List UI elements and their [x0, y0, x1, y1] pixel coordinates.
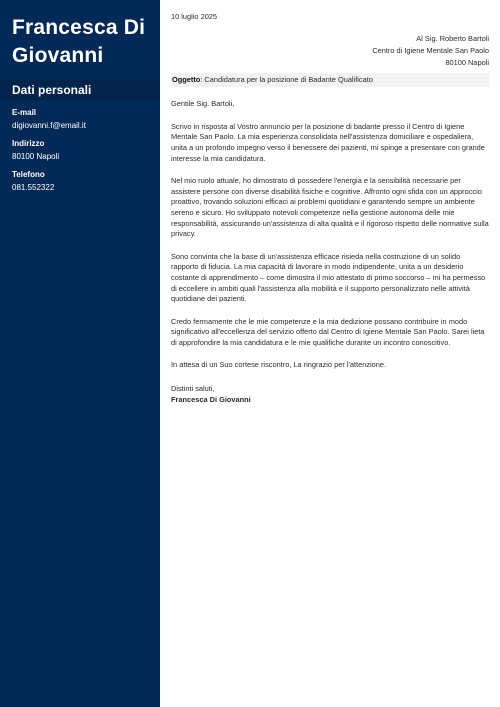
address-value: 80100 Napoli: [12, 152, 60, 161]
contact-details: [0, 100, 160, 193]
phone-label: Telefono: [12, 170, 45, 179]
closing-block: [171, 383, 489, 405]
sidebar: [0, 0, 160, 707]
signature: Francesca Di Giovanni: [171, 395, 251, 405]
greeting: Gentile Sig. Bartoli,: [171, 99, 235, 109]
letter-body: [171, 12, 489, 405]
applicant-name: Francesca Di Giovanni: [12, 16, 146, 67]
paragraph: Sono convinta che la base di un'assistenza efficace risieda nella costruzione di un solido rapporto di fiducia. La mia capacità di lavorare in modo indipendente, unita a un desiderio costante di apprendimento – come dimostra il mio attestato di primo soccorso – mi ha permesso di eccellere in ambiti quali l'assistenza alla mobilità e il supporto personalizzato nelle attività quotidiane dei pazienti.: [171, 251, 486, 304]
recipient-city: 80100 Napoli: [445, 57, 489, 67]
recipient-organization: Centro di Igiene Mentale San Paolo: [372, 45, 489, 55]
section-title-personal-data: Dati personali: [0, 80, 160, 100]
email-label: E-mail: [12, 108, 37, 117]
paragraph: In attesa di un Suo cortese riscontro, La ringrazio per l'attenzione.: [171, 360, 387, 370]
paragraph: Nel mio ruolo attuale, ho dimostrato di possedere l'energia e la sensibilità necessarie per assistere persone con diverse disabilità fisiche e cognitive. Affronto ogni sfida con un approccio proattivo, trovando soluzioni efficaci ai problemi quotidiani e garantendo sempre un ambiente sereno e sicuro. Ho sviluppato notevoli competenze nella gestione autonoma delle mie responsabilità, assicurando un'assistenza di alta qualità e il rigoroso rispetto delle normative sulla privacy.: [171, 176, 489, 239]
address-label: Indirizzo: [12, 139, 45, 148]
paragraph: Credo fermamente che le mie competenze e la mia dedizione possano contribuire in modo significativo all'eccellenza del servizio offerto dal Centro di Igiene Mentale San Paolo. Sarei lieta di approfondire la mia candidatura e le mie qualifiche durante un incontro conoscitivo.: [171, 316, 485, 347]
closing-salutation: Distinti saluti,: [171, 384, 215, 394]
subject-label: Oggetto: [172, 74, 201, 84]
subject-line: [171, 73, 489, 88]
email-value: digiovanni.f@email.it: [12, 121, 86, 130]
subject-text: : Candidatura per la posizione di Badante Qualificato: [200, 74, 373, 84]
recipient-block: [171, 33, 489, 69]
phone-value: 081.552322: [12, 183, 55, 192]
letter-date: 10 luglio 2025: [171, 12, 218, 21]
paragraph: Scrivo in risposta al Vostro annuncio per la posizione di badante presso il Centro di Igiene Mentale San Paolo. La mia esperienza consolidata nell'assistenza domiciliare e ospedaliera, unita a un profondo impegno verso il benessere dei pazienti, mi spinge a presentare con grande interesse la mia candidatura.: [171, 121, 485, 163]
recipient-name: Al Sig. Roberto Bartoli: [416, 33, 489, 43]
